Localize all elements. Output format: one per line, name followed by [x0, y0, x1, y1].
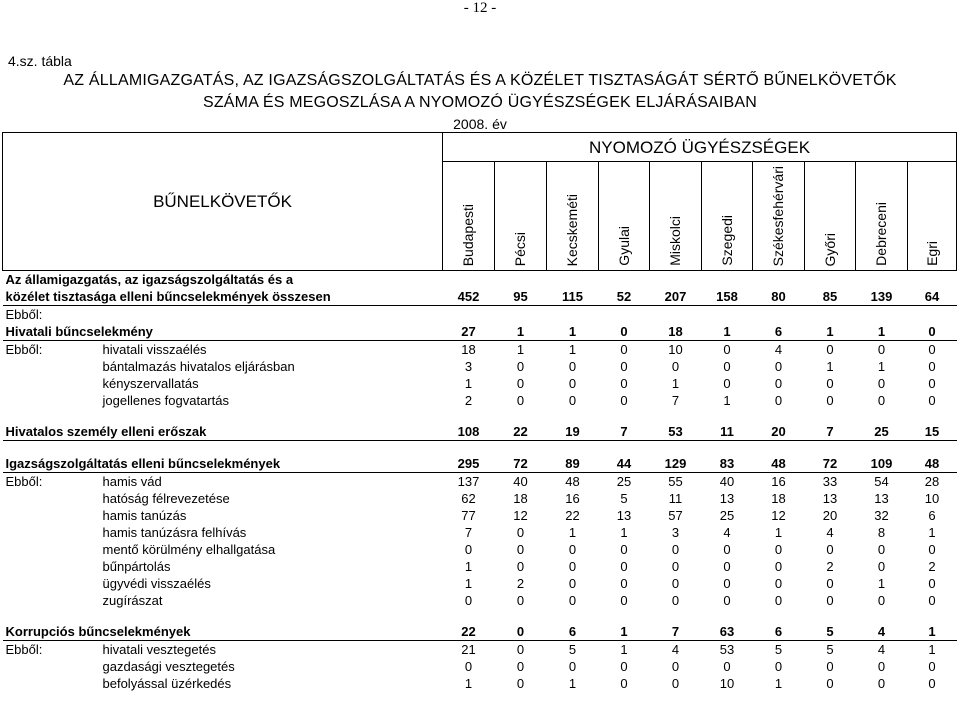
cell-value: 7 [671, 393, 680, 408]
cell-value: 10 [668, 342, 683, 357]
cell-value: 13 [874, 491, 889, 506]
cell-value: 0 [723, 559, 731, 574]
ebbol-prefix: Ebből: [5, 342, 43, 357]
cell-value: 2 [826, 559, 834, 574]
cell-value: 0 [516, 676, 525, 691]
cell-value: 18 [513, 491, 528, 506]
row-label: bántalmazás hivatalos eljárásban [102, 359, 295, 374]
column-header: Budapesti [460, 203, 476, 266]
cell-value: 13 [719, 491, 735, 506]
cell-value: 1 [774, 676, 783, 691]
cell-value: 295 [443, 455, 495, 473]
cell-value: 13 [822, 491, 838, 506]
cell-value: 0 [620, 376, 628, 391]
cell-value: 4 [856, 623, 908, 641]
cell-value: 21 [461, 642, 476, 657]
cell-value: 0 [774, 376, 783, 391]
cell-value: 72 [495, 455, 547, 473]
cell-value: 452 [443, 288, 495, 306]
cell-value: 0 [671, 559, 680, 574]
row-header: BŰNELKÖVETŐK [3, 133, 443, 271]
cell-value: 28 [924, 474, 940, 489]
cell-value: 53 [650, 423, 702, 441]
row-label: hatóság félrevezetése [102, 491, 230, 506]
cell-value: 1 [908, 623, 957, 641]
cell-value: 85 [805, 288, 856, 306]
cell-value: 11 [668, 491, 683, 506]
cell-value: 18 [650, 323, 702, 341]
cell-value: 0 [568, 593, 577, 608]
row-label: bűnpártolás [102, 559, 171, 574]
cell-value: 62 [461, 491, 476, 506]
cell-value: 0 [464, 659, 473, 674]
cell-value: 0 [516, 559, 525, 574]
group-header: NYOMOZÓ ÜGYÉSZSÉGEK [443, 133, 957, 162]
table-title-line-2: SZÁMA ÉS MEGOSZLÁSA A NYOMOZÓ ÜGYÉSZSÉGEK ELJÁRÁSAIBAN [202, 94, 758, 111]
table-row [3, 341, 957, 359]
statistics-table [2, 132, 957, 692]
cell-value: 0 [826, 542, 834, 557]
cell-value: 0 [928, 659, 936, 674]
cell-value: 0 [826, 342, 834, 357]
cell-value: 1 [547, 323, 599, 341]
cell-value: 1 [620, 525, 628, 540]
cell-value: 0 [568, 376, 577, 391]
cell-value: 0 [723, 359, 731, 374]
cell-value: 1 [702, 323, 753, 341]
row-label: jogellenes fogvatartás [102, 393, 229, 408]
row-label: zugírászat [102, 593, 163, 608]
table-row [3, 375, 957, 392]
cell-value: 0 [908, 323, 957, 341]
cell-value: 0 [516, 359, 525, 374]
table-row [3, 323, 957, 341]
cell-value: 33 [822, 474, 838, 489]
cell-value: 0 [826, 393, 834, 408]
cell-value: 0 [723, 542, 731, 557]
cell-value: 20 [753, 423, 805, 441]
table-row [3, 541, 957, 558]
row-label: gazdasági vesztegetés [102, 659, 235, 674]
column-header: Győri [821, 232, 838, 266]
cell-value: 0 [620, 342, 628, 357]
cell-value: 4 [826, 525, 834, 540]
row-label: hamis tanúzás [102, 508, 187, 523]
table-row [3, 358, 957, 375]
table-row [3, 658, 957, 675]
cell-value: 4 [877, 642, 886, 657]
table-row [3, 455, 957, 473]
table-row [3, 592, 957, 609]
cell-value: 0 [723, 576, 731, 591]
cell-value: 5 [620, 491, 628, 506]
cell-value: 0 [723, 659, 731, 674]
cell-value: 0 [928, 359, 936, 374]
cell-value: 1 [495, 323, 547, 341]
cell-value: 0 [826, 376, 834, 391]
cell-value: 25 [616, 474, 632, 489]
cell-value: 0 [671, 576, 680, 591]
cell-value: 0 [774, 576, 783, 591]
row-label: hamis vád [102, 474, 162, 489]
row-label: hivatali visszaélés [102, 342, 207, 357]
row-label: hamis tanúzásra felhívás [102, 525, 247, 540]
cell-value: 20 [822, 508, 838, 523]
cell-value: 18 [771, 491, 786, 506]
cell-value: 0 [877, 542, 886, 557]
cell-value: 4 [723, 525, 731, 540]
cell-value: 1 [516, 342, 525, 357]
cell-value: 11 [702, 423, 753, 441]
cell-value: 13 [616, 508, 632, 523]
cell-value: 57 [668, 508, 683, 523]
cell-value: 6 [928, 508, 936, 523]
cell-value: 83 [702, 455, 753, 473]
cell-value: 207 [650, 288, 702, 306]
ebbol-prefix: Ebből: [5, 642, 43, 657]
table-row [3, 490, 957, 507]
cell-value: 0 [877, 676, 886, 691]
table-row [3, 507, 957, 524]
row-label: mentő körülmény elhallgatása [102, 542, 276, 557]
cell-value: 6 [753, 323, 805, 341]
cell-value: 129 [650, 455, 702, 473]
cell-value: 7 [805, 423, 856, 441]
cell-value: 1 [464, 559, 473, 574]
cell-value: 1 [568, 525, 577, 540]
cell-value: 18 [461, 342, 476, 357]
cell-value: 0 [928, 542, 936, 557]
cell-value: 1 [671, 376, 680, 391]
cell-value: 55 [668, 474, 683, 489]
cell-value: 2 [516, 576, 525, 591]
cell-value: 7 [599, 423, 650, 441]
cell-value: 0 [620, 559, 628, 574]
cell-value: 0 [568, 559, 577, 574]
cell-value: 0 [774, 542, 783, 557]
column-header: Kecskeméti [564, 193, 580, 266]
table-row [3, 271, 957, 289]
cell-value: 0 [516, 542, 525, 557]
table-row [3, 524, 957, 541]
cell-value: 12 [513, 508, 528, 523]
cell-value: 1 [877, 576, 886, 591]
column-header: Székesfehérvári [770, 165, 786, 266]
cell-value: 0 [928, 342, 936, 357]
table-row [3, 623, 957, 641]
cell-value: 3 [671, 525, 680, 540]
cell-value: 0 [928, 676, 936, 691]
cell-value: 0 [671, 542, 680, 557]
cell-value: 52 [599, 288, 650, 306]
cell-value: 1 [568, 342, 577, 357]
row-label: Igazságszolgáltatás elleni bűncselekmények [5, 456, 281, 471]
cell-value: 0 [877, 593, 886, 608]
total-label-line-1: Az államigazgatás, az igazságszolgáltatás és a [5, 272, 294, 287]
row-label: hivatali vesztegetés [102, 642, 216, 657]
cell-value: 0 [516, 642, 525, 657]
cell-value: 22 [565, 508, 580, 523]
table-row [3, 288, 957, 306]
cell-value: 72 [805, 455, 856, 473]
cell-value: 44 [599, 455, 650, 473]
table-row [3, 473, 957, 491]
cell-value: 0 [723, 342, 731, 357]
cell-value: 0 [516, 376, 525, 391]
cell-value: 1 [568, 676, 577, 691]
column-header: Szegedi [718, 215, 735, 266]
cell-value: 1 [464, 376, 473, 391]
cell-value: 0 [877, 659, 886, 674]
cell-value: 5 [826, 642, 834, 657]
column-header: Debreceni [873, 202, 889, 266]
row-label: Hivatali bűncselekmény [5, 324, 153, 339]
cell-value: 137 [457, 474, 480, 489]
cell-value: 15 [908, 423, 957, 441]
cell-value: 0 [877, 393, 886, 408]
cell-value: 1 [464, 676, 473, 691]
cell-value: 2 [928, 559, 936, 574]
cell-value: 64 [908, 288, 957, 306]
cell-value: 0 [826, 676, 834, 691]
column-header: Egri [923, 241, 940, 266]
cell-value: 54 [874, 474, 889, 489]
cell-value: 0 [774, 393, 783, 408]
cell-value: 40 [513, 474, 528, 489]
table-row [3, 641, 957, 659]
cell-value: 0 [620, 576, 628, 591]
ebbol-prefix: Ebből: [5, 474, 43, 489]
cell-value: 1 [620, 642, 628, 657]
ebbol-label: Ebből: [5, 307, 43, 322]
cell-value: 80 [753, 288, 805, 306]
cell-value: 1 [599, 623, 650, 641]
cell-value: 5 [568, 642, 577, 657]
cell-value: 2 [464, 393, 473, 408]
page-number: - 12 - [463, 0, 497, 16]
table-row [3, 306, 957, 324]
cell-value: 3 [464, 359, 473, 374]
cell-value: 77 [461, 508, 476, 523]
column-header: Pécsi [512, 231, 528, 266]
cell-value: 10 [924, 491, 940, 506]
cell-value: 5 [805, 623, 856, 641]
cell-value: 0 [826, 576, 834, 591]
column-header: Gyulai [615, 226, 632, 266]
cell-value: 0 [620, 359, 628, 374]
cell-value: 0 [620, 659, 628, 674]
table-row [3, 575, 957, 592]
cell-value: 0 [928, 393, 936, 408]
cell-value: 1 [464, 576, 473, 591]
cell-value: 0 [928, 376, 936, 391]
cell-value: 0 [568, 359, 577, 374]
cell-value: 1 [877, 359, 886, 374]
cell-value: 1 [928, 642, 936, 657]
cell-value: 0 [774, 559, 783, 574]
cell-value: 19 [547, 423, 599, 441]
table-title-line-1: AZ ÁLLAMIGAZGATÁS, AZ IGAZSÁGSZOLGÁLTATÁS ÉS A KÖZÉLET TISZTASÁGÁT SÉRTŐ BŰNELKÖVETŐK [63, 72, 897, 89]
cell-value: 0 [877, 342, 886, 357]
cell-value: 0 [464, 593, 473, 608]
row-label: ügyvédi visszaélés [102, 576, 211, 591]
cell-value: 95 [495, 288, 547, 306]
cell-value: 7 [650, 623, 702, 641]
cell-value: 22 [443, 623, 495, 641]
cell-value: 4 [671, 642, 680, 657]
cell-value: 40 [719, 474, 735, 489]
row-label: Hivatalos személy elleni erőszak [5, 424, 207, 439]
cell-value: 48 [908, 455, 957, 473]
cell-value: 16 [565, 491, 580, 506]
cell-value: 16 [771, 474, 786, 489]
cell-value: 0 [516, 525, 525, 540]
cell-value: 7 [464, 525, 473, 540]
cell-value: 0 [877, 376, 886, 391]
cell-value: 1 [856, 323, 908, 341]
cell-value: 1 [774, 525, 783, 540]
table-row [3, 558, 957, 575]
cell-value: 158 [702, 288, 753, 306]
row-label: befolyással üzérkedés [102, 676, 232, 691]
cell-value: 48 [565, 474, 580, 489]
table-row [3, 423, 957, 441]
cell-value: 0 [826, 593, 834, 608]
cell-value: 4 [774, 342, 783, 357]
cell-value: 0 [723, 593, 731, 608]
cell-value: 0 [516, 659, 525, 674]
cell-value: 0 [620, 593, 628, 608]
cell-value: 0 [620, 393, 628, 408]
cell-value: 109 [856, 455, 908, 473]
cell-value: 25 [719, 508, 735, 523]
table-year: 2008. év [453, 116, 507, 132]
table-row [3, 392, 957, 409]
cell-value: 0 [774, 593, 783, 608]
cell-value: 0 [599, 323, 650, 341]
cell-value: 25 [856, 423, 908, 441]
cell-value: 0 [620, 676, 628, 691]
cell-value: 8 [877, 525, 886, 540]
cell-value: 5 [774, 642, 783, 657]
column-header: Miskolci [667, 216, 683, 266]
cell-value: 6 [753, 623, 805, 641]
cell-value: 0 [568, 659, 577, 674]
cell-value: 1 [928, 525, 936, 540]
cell-value: 0 [671, 359, 680, 374]
total-label-line-2: közélet tisztasága elleni bűncselekmények összesen [5, 289, 331, 304]
cell-value: 0 [928, 576, 936, 591]
cell-value: 0 [516, 593, 525, 608]
cell-value: 1 [805, 323, 856, 341]
row-label: kényszervallatás [102, 376, 199, 391]
cell-value: 0 [620, 542, 628, 557]
cell-value: 0 [568, 542, 577, 557]
cell-value: 0 [723, 376, 731, 391]
cell-value: 6 [547, 623, 599, 641]
cell-value: 32 [874, 508, 889, 523]
cell-value: 108 [443, 423, 495, 441]
cell-value: 12 [771, 508, 786, 523]
cell-value: 27 [443, 323, 495, 341]
cell-value: 0 [774, 359, 783, 374]
cell-value: 1 [826, 359, 834, 374]
table-caption: 4.sz. tábla [8, 53, 72, 69]
cell-value: 10 [719, 676, 735, 691]
cell-value: 0 [464, 542, 473, 557]
row-label: Korrupciós bűncselekmények [5, 624, 191, 639]
cell-value: 0 [495, 623, 547, 641]
cell-value: 48 [753, 455, 805, 473]
cell-value: 0 [671, 676, 680, 691]
cell-value: 0 [671, 593, 680, 608]
cell-value: 0 [928, 593, 936, 608]
cell-value: 0 [568, 576, 577, 591]
cell-value: 0 [516, 393, 525, 408]
cell-value: 0 [671, 659, 680, 674]
cell-value: 63 [702, 623, 753, 641]
cell-value: 115 [547, 288, 599, 306]
cell-value: 0 [826, 659, 834, 674]
cell-value: 139 [856, 288, 908, 306]
cell-value: 22 [495, 423, 547, 441]
cell-value: 0 [877, 559, 886, 574]
cell-value: 53 [719, 642, 735, 657]
table-row [3, 675, 957, 692]
cell-value: 89 [547, 455, 599, 473]
cell-value: 0 [774, 659, 783, 674]
cell-value: 0 [568, 393, 577, 408]
cell-value: 1 [723, 393, 731, 408]
